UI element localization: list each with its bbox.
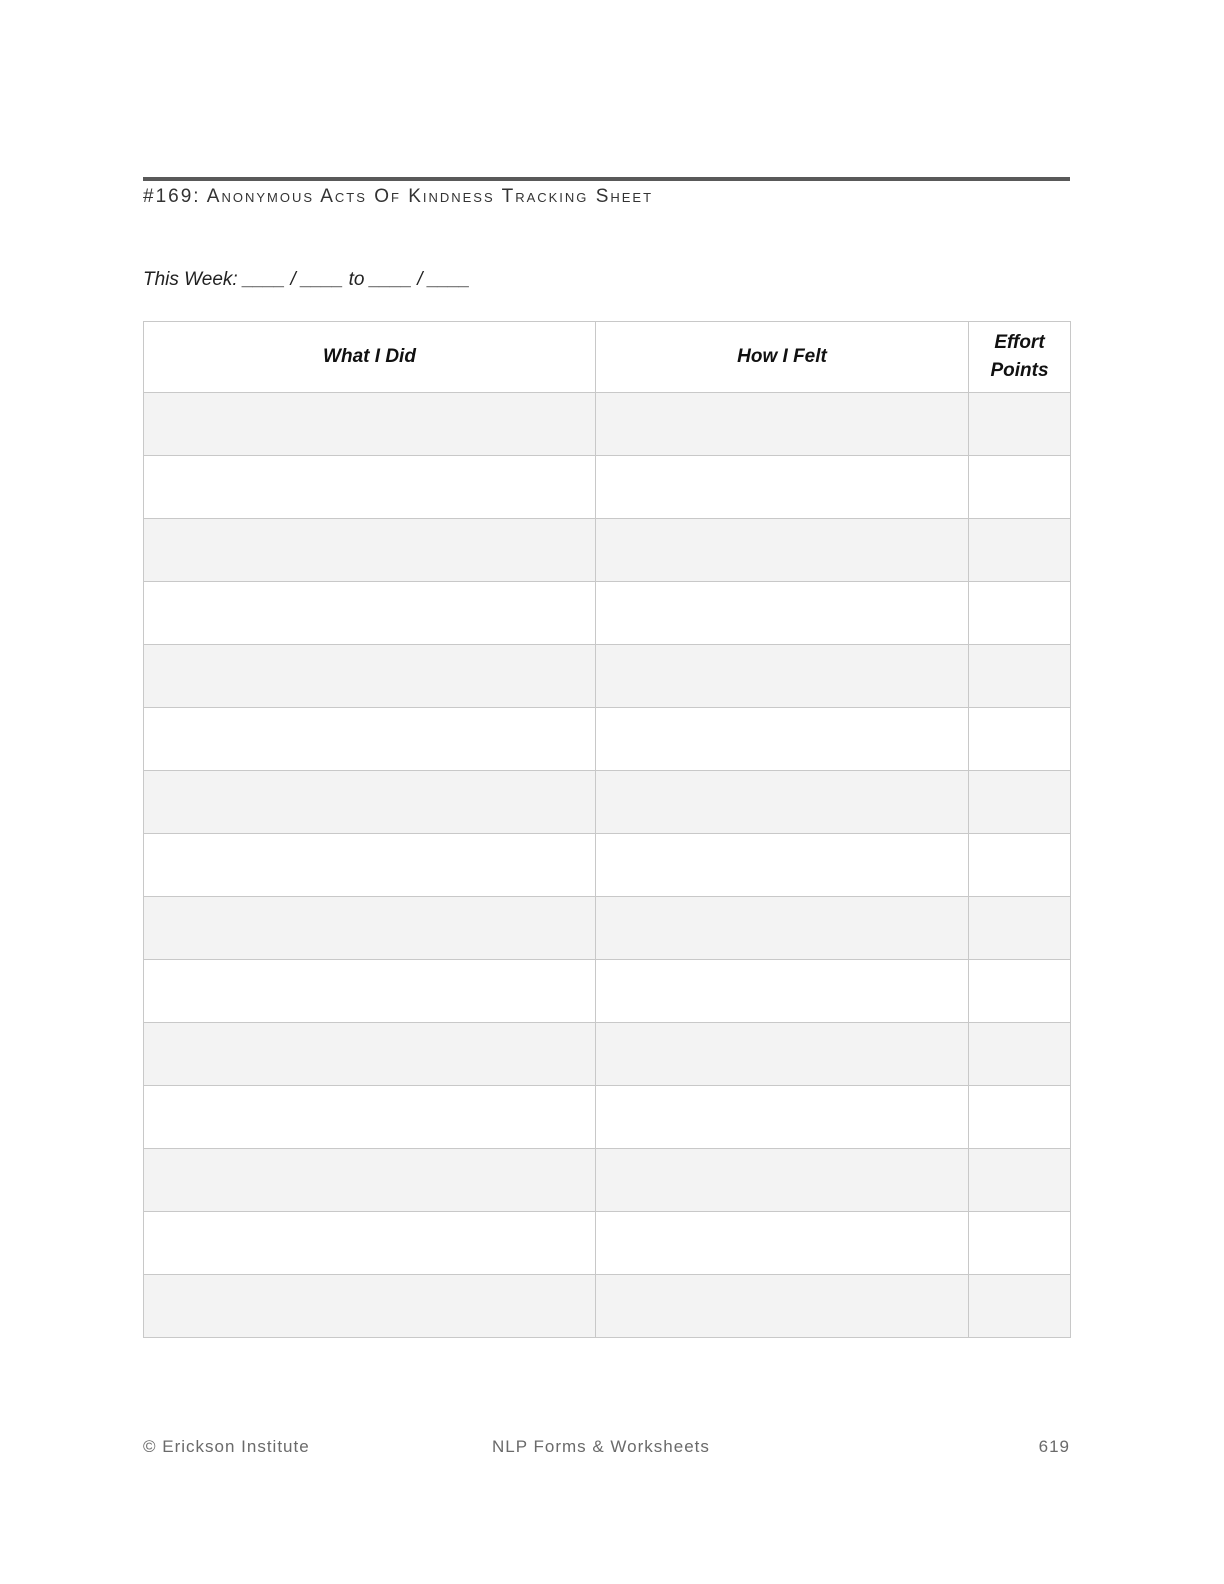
cell-what-i-did[interactable]: [144, 1212, 596, 1275]
table-row: [144, 1086, 1071, 1149]
cell-how-i-felt[interactable]: [596, 1275, 969, 1338]
week-date-blanks: ____ / ____ to ____ / ____: [242, 269, 471, 290]
cell-effort-points[interactable]: [969, 1275, 1071, 1338]
cell-what-i-did[interactable]: [144, 1149, 596, 1212]
cell-effort-points[interactable]: [969, 897, 1071, 960]
cell-what-i-did[interactable]: [144, 771, 596, 834]
cell-what-i-did[interactable]: [144, 1086, 596, 1149]
cell-what-i-did[interactable]: [144, 708, 596, 771]
cell-effort-points[interactable]: [969, 519, 1071, 582]
table-row: [144, 771, 1071, 834]
cell-what-i-did[interactable]: [144, 393, 596, 456]
cell-how-i-felt[interactable]: [596, 897, 969, 960]
footer-copyright: © Erickson Institute: [143, 1437, 310, 1456]
table-body: [144, 393, 1071, 1338]
cell-how-i-felt[interactable]: [596, 1212, 969, 1275]
cell-what-i-did[interactable]: [144, 456, 596, 519]
cell-how-i-felt[interactable]: [596, 456, 969, 519]
cell-what-i-did[interactable]: [144, 1023, 596, 1086]
table-row: [144, 519, 1071, 582]
cell-what-i-did[interactable]: [144, 897, 596, 960]
cell-how-i-felt[interactable]: [596, 960, 969, 1023]
cell-effort-points[interactable]: [969, 456, 1071, 519]
table-row: [144, 456, 1071, 519]
cell-how-i-felt[interactable]: [596, 1086, 969, 1149]
cell-effort-points[interactable]: [969, 1086, 1071, 1149]
cell-effort-points[interactable]: [969, 582, 1071, 645]
cell-effort-points[interactable]: [969, 1212, 1071, 1275]
table-row: [144, 1275, 1071, 1338]
cell-how-i-felt[interactable]: [596, 582, 969, 645]
cell-how-i-felt[interactable]: [596, 1023, 969, 1086]
cell-what-i-did[interactable]: [144, 960, 596, 1023]
header-rule: [143, 177, 1070, 181]
cell-what-i-did[interactable]: [144, 834, 596, 897]
table-header-row: [144, 322, 1071, 393]
cell-what-i-did[interactable]: [144, 519, 596, 582]
cell-how-i-felt[interactable]: [596, 393, 969, 456]
table-row: [144, 1212, 1071, 1275]
table-row: [144, 1149, 1071, 1212]
column-header-what-i-did: What I Did: [144, 322, 596, 393]
cell-how-i-felt[interactable]: [596, 771, 969, 834]
table-row: [144, 834, 1071, 897]
column-header-effort-points: [969, 322, 1071, 393]
cell-effort-points[interactable]: [969, 645, 1071, 708]
effort-points-label: Effort Points: [990, 332, 1049, 381]
week-label: This Week:: [143, 269, 238, 290]
cell-effort-points[interactable]: [969, 393, 1071, 456]
cell-effort-points[interactable]: [969, 1023, 1071, 1086]
cell-effort-points[interactable]: [969, 834, 1071, 897]
cell-effort-points[interactable]: [969, 960, 1071, 1023]
page-title: #169: Anonymous Acts Of Kindness Tracking Sheet: [143, 186, 654, 207]
table-row: [144, 1023, 1071, 1086]
cell-how-i-felt[interactable]: [596, 834, 969, 897]
cell-effort-points[interactable]: [969, 708, 1071, 771]
table-row: [144, 645, 1071, 708]
footer-book-title: NLP Forms & Worksheets: [492, 1437, 710, 1456]
table-row: [144, 708, 1071, 771]
table-row: [144, 897, 1071, 960]
cell-how-i-felt[interactable]: [596, 1149, 969, 1212]
cell-effort-points[interactable]: [969, 771, 1071, 834]
cell-effort-points[interactable]: [969, 1149, 1071, 1212]
cell-how-i-felt[interactable]: [596, 645, 969, 708]
cell-what-i-did[interactable]: [144, 582, 596, 645]
table-row: [144, 960, 1071, 1023]
cell-what-i-did[interactable]: [144, 645, 596, 708]
cell-how-i-felt[interactable]: [596, 708, 969, 771]
week-date-range: [143, 269, 470, 291]
tracking-table: [143, 321, 1071, 1338]
table-row: [144, 393, 1071, 456]
cell-what-i-did[interactable]: [144, 1275, 596, 1338]
cell-how-i-felt[interactable]: [596, 519, 969, 582]
table-row: [144, 582, 1071, 645]
footer-page-number: 619: [1038, 1437, 1070, 1456]
column-header-how-i-felt: How I Felt: [596, 322, 969, 393]
worksheet-page: [143, 0, 1070, 1584]
